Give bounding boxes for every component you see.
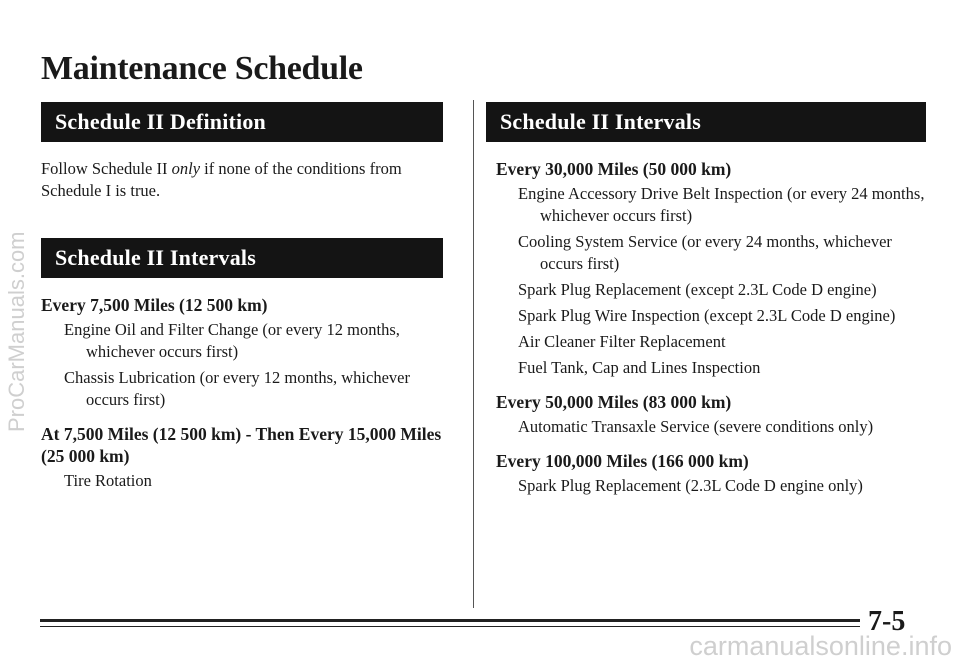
footer-rule bbox=[40, 619, 860, 622]
interval-item: Cooling System Service (or every 24 months, whichever occurs first) bbox=[518, 232, 892, 273]
interval-item: Air Cleaner Filter Replacement bbox=[518, 332, 726, 351]
left-column bbox=[41, 102, 443, 504]
right-column bbox=[496, 102, 926, 509]
definition-section-header: Schedule II Definition bbox=[41, 102, 443, 142]
page-title: Maintenance Schedule bbox=[41, 50, 363, 87]
definition-text bbox=[41, 158, 443, 202]
right-intervals-section-header: Schedule II Intervals bbox=[486, 102, 926, 142]
side-watermark: ProCarManuals.com bbox=[4, 231, 29, 433]
interval-item: Spark Plug Wire Inspection (except 2.3L Code D engine) bbox=[518, 306, 896, 325]
interval-heading: Every 100,000 Miles (166 000 km) bbox=[496, 451, 749, 471]
definition-emphasis: only bbox=[171, 159, 201, 178]
page-number: 7-5 bbox=[868, 606, 906, 637]
interval-item: Spark Plug Replacement (except 2.3L Code D engine) bbox=[518, 280, 877, 299]
interval-item: Automatic Transaxle Service (severe conditions only) bbox=[518, 417, 874, 436]
interval-heading: At 7,500 Miles (12 500 km) - Then Every 15,000 Miles (25 000 km) bbox=[41, 424, 442, 466]
definition-text-before: Follow Schedule II bbox=[41, 159, 172, 178]
interval-item: Chassis Lubrication (or every 12 months, whichever occurs first) bbox=[64, 368, 410, 409]
interval-heading: Every 7,500 Miles (12 500 km) bbox=[41, 295, 268, 315]
interval-group bbox=[41, 294, 443, 411]
bottom-watermark: carmanualsonline.info bbox=[689, 631, 952, 661]
interval-group bbox=[496, 391, 926, 438]
interval-group bbox=[496, 158, 926, 379]
definition-text-after: if none of the conditions from Schedule I is true. bbox=[41, 159, 402, 200]
interval-item: Fuel Tank, Cap and Lines Inspection bbox=[518, 358, 761, 377]
interval-group bbox=[41, 423, 443, 492]
interval-item: Engine Oil and Filter Change (or every 12 months, whichever occurs first) bbox=[64, 320, 400, 361]
left-intervals-section-header: Schedule II Intervals bbox=[41, 238, 443, 278]
interval-item: Spark Plug Replacement (2.3L Code D engine only) bbox=[518, 476, 863, 495]
interval-heading: Every 50,000 Miles (83 000 km) bbox=[496, 392, 732, 412]
footer-rule-thin bbox=[40, 626, 860, 627]
interval-heading: Every 30,000 Miles (50 000 km) bbox=[496, 159, 732, 179]
interval-item: Engine Accessory Drive Belt Inspection (or every 24 months, whichever occurs first) bbox=[518, 184, 925, 225]
interval-item: Tire Rotation bbox=[64, 471, 152, 490]
column-divider bbox=[473, 100, 474, 608]
interval-group bbox=[496, 450, 926, 497]
